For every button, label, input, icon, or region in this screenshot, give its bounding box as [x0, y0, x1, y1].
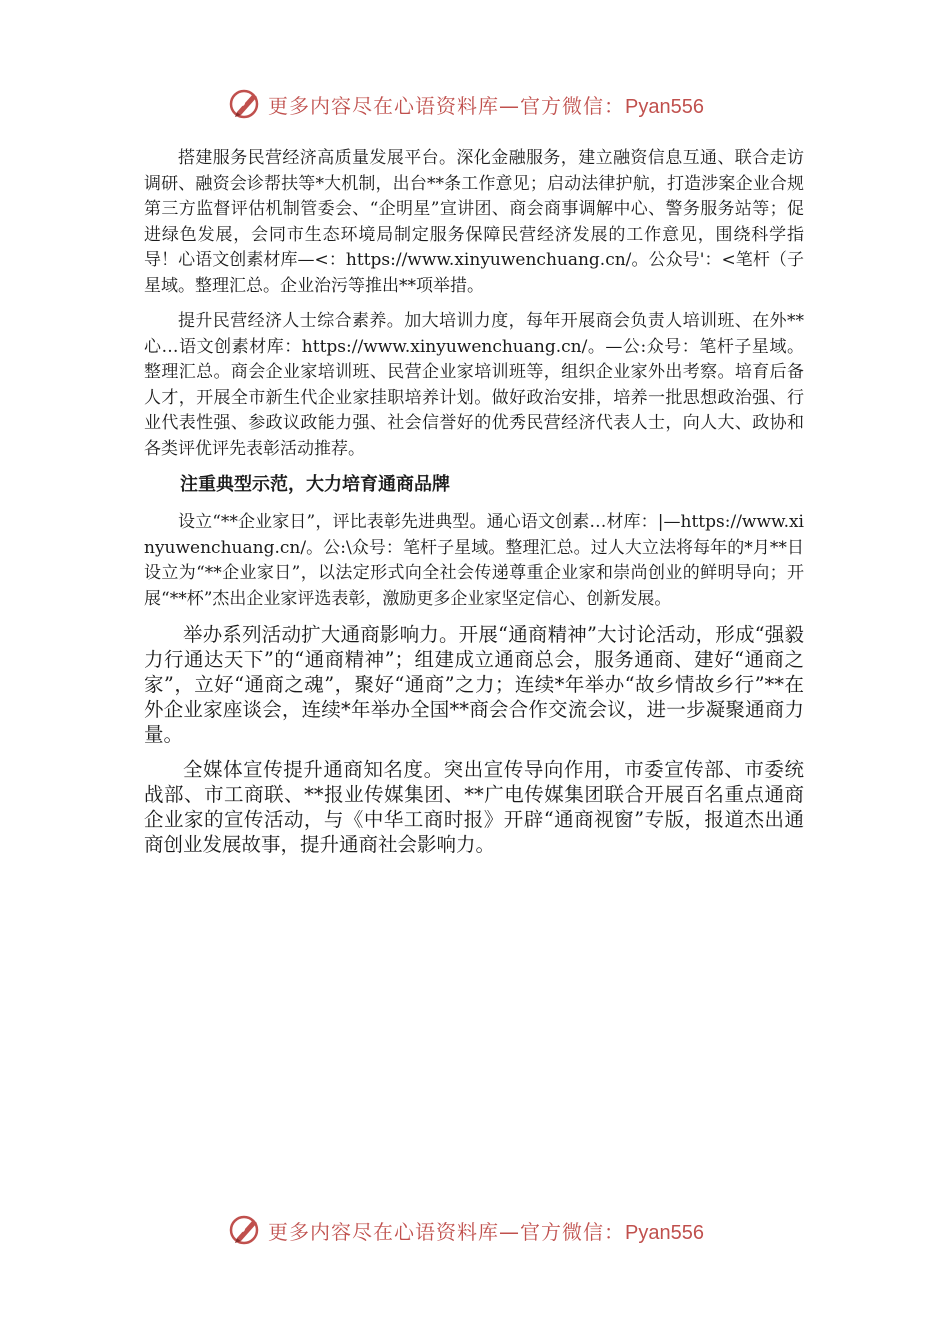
section-heading: 注重典型示范，大力培育通商品牌 — [180, 474, 450, 495]
header-banner-text: 更多内容尽在心语资料库—官方微信：Pyan556 — [268, 93, 704, 118]
paragraph-service-platform: 搭建服务民营经济高质量发展平台。深化金融服务，建立融资信息互通、联合走访调研、融资会诊帮扶等*大机制，出台**条工作意见；启动法律护航，打造涉案企业合规第三方监督评估机制管委会、“企明星”宣讲团、商会商事调解中心、警务服务站等；促进绿色发展，会同市生态环境局制定服务保障民营经济发展的工作意见，围绕科学指导！心语文创素材库—<：https://www.xinyuwenchuang.cn/。公众号'：<笔杆（子星域。整理汇总。企业治污等推出**项举措。 — [144, 148, 804, 296]
header-wechat-id: Pyan556 — [625, 95, 704, 118]
header-banner — [228, 86, 704, 122]
paragraph-activities: 举办系列活动扩大通商影响力。开展“通商精神”大讨论活动，形成“强毅力行通达天下”的“通商精神”；组建成立通商总会，服务通商、建好“通商之家”，立好“通商之魂”，聚好“通商”之力；连续*年举办“故乡情故乡行”**在外企业家座谈会，连续*年举办全国**商会合作交流会议，进一步凝聚通商力量。 — [144, 623, 804, 746]
paragraph-media-publicity: 全媒体宣传提升通商知名度。突出宣传导向作用，市委宣传部、市委统战部、市工商联、**报业传媒集团、**广电传媒集团联合开展百名重点通商企业家的宣传活动，与《中华工商时报》开辟“通商视窗”专版，报道杰出通商创业发展故事，提升通商社会影响力。 — [144, 758, 804, 856]
footer-wechat-id: Pyan556 — [625, 1221, 704, 1244]
document-body — [144, 146, 804, 867]
pen-logo-icon — [228, 87, 262, 121]
footer-banner — [228, 1212, 704, 1248]
footer-banner-text: 更多内容尽在心语资料库—官方微信：Pyan556 — [268, 1219, 704, 1244]
pen-logo-icon — [228, 1213, 262, 1247]
paragraph-entrepreneur-day: 设立“**企业家日”，评比表彰先进典型。通心语文创素…材库：|—https://www.xinyuwenchuang.cn/。公:\众号：笔杆子星域。整理汇总。过人大立法将每年的*月**日设立为“**企业家日”，以法定形式向全社会传递尊重企业家和崇尚创业的鲜明导向；开展“**杯”杰出企业家评选表彰，激励更多企业家坚定信心、创新发展。 — [144, 512, 804, 609]
paragraph-training: 提升民营经济人士综合素养。加大培训力度，每年开展商会负责人培训班、在外**心…语文创素材库：https://www.xinyuwenchuang.cn/。—公:众号：笔杆子星域。整理汇总。商会企业家培训班、民营企业家培训班等，组织企业家外出考察。培育后备人才，开展全市新生代企业家挂职培养计划。做好政治安排，培养一批思想政治强、行业代表性强、参政议政能力强、社会信誉好的优秀民营经济代表人士，向人大、政协和各类评优评先表彰活动推荐。 — [144, 311, 804, 459]
